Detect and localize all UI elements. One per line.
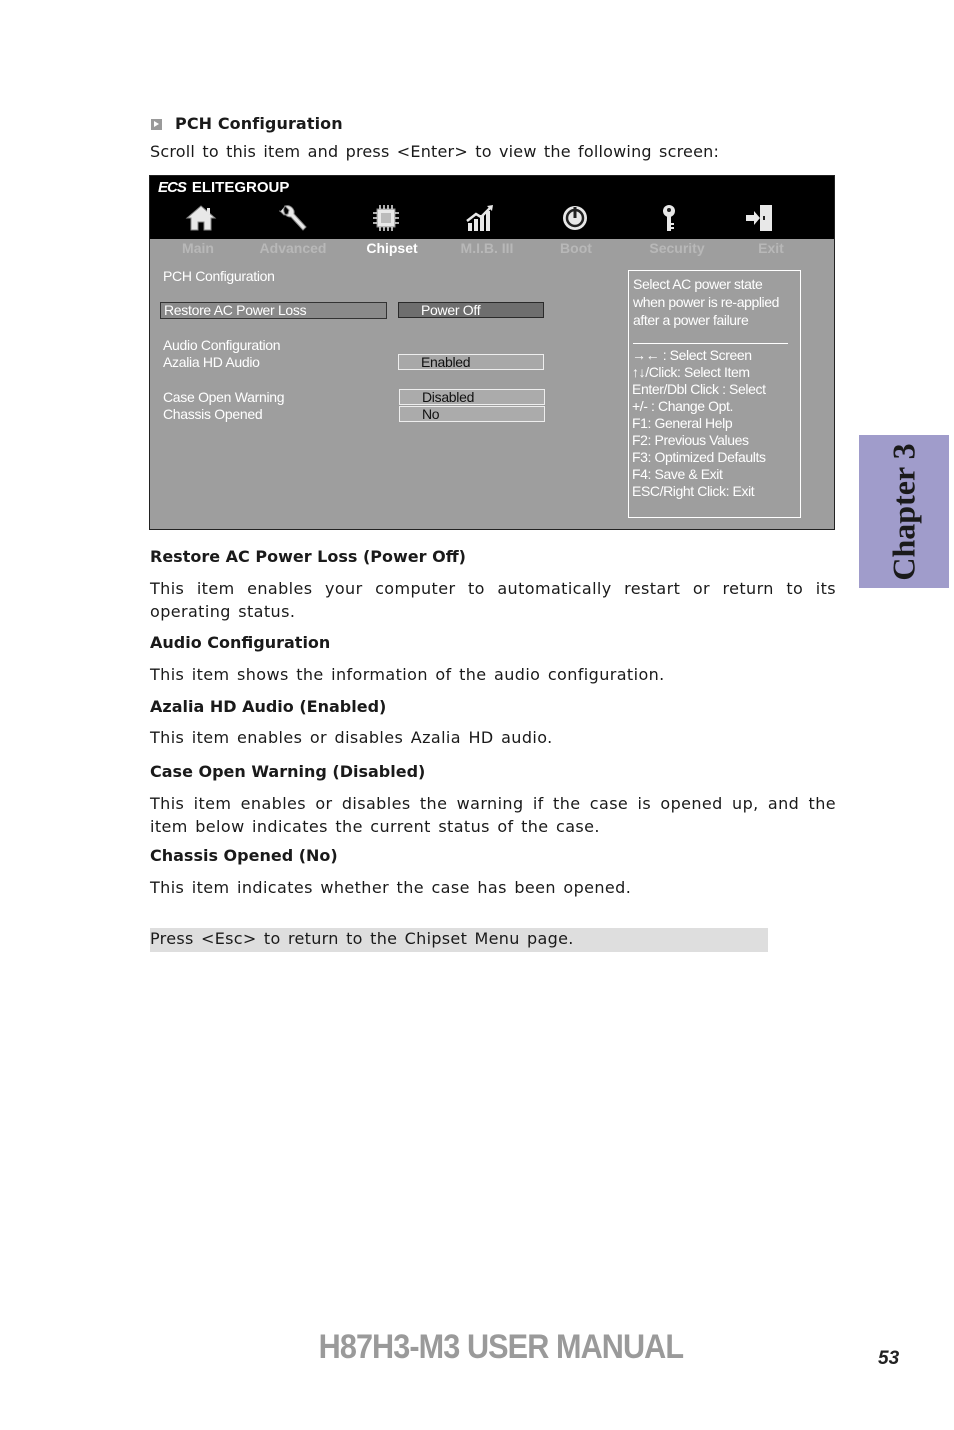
- section-bullet-icon: [151, 119, 162, 130]
- azalia-hd-audio-item[interactable]: Azalia HD Audio: [163, 354, 260, 370]
- bios-page-title: PCH Configuration: [163, 268, 275, 284]
- help-key-line: F3: Optimized Defaults: [632, 449, 766, 465]
- brand-name: ELITEGROUP: [191, 179, 290, 196]
- bios-tab-bar: [150, 240, 834, 260]
- chip-icon[interactable]: [370, 203, 402, 233]
- help-key-line: F1: General Help: [632, 415, 733, 431]
- help-key-line: ESC/Right Click: Exit: [632, 483, 755, 499]
- azalia-heading: Azalia HD Audio (Enabled): [150, 697, 387, 716]
- intro-text: Scroll to this item and press <Enter> to view the following screen:: [150, 142, 720, 161]
- home-icon[interactable]: [185, 203, 217, 233]
- case-open-heading: Case Open Warning (Disabled): [150, 762, 426, 781]
- help-key-line: F2: Previous Values: [632, 432, 749, 448]
- brand: [158, 179, 289, 196]
- audio-config-text: This item shows the information of the audio configuration.: [150, 665, 665, 684]
- help-key-line: ↑↓/Click: Select Item: [632, 364, 750, 380]
- help-key-line: →← : Select Screen: [632, 347, 752, 363]
- bios-header: [150, 176, 834, 239]
- page-number: 53: [878, 1348, 900, 1369]
- help-key-line: +/- : Change Opt.: [632, 398, 733, 414]
- chassis-opened-item: Chassis Opened: [163, 406, 263, 422]
- help-key-line: Enter/Dbl Click : Select: [632, 381, 766, 397]
- case-open-text: This item enables or disables the warning if the case is opened up, and the item below indicates the current status of the case.: [150, 794, 836, 836]
- case-open-warning-item[interactable]: Case Open Warning: [163, 389, 285, 405]
- exit-icon[interactable]: [744, 203, 776, 233]
- tab-main[interactable]: Main: [182, 240, 214, 256]
- bios-screen: [149, 175, 835, 530]
- help-divider: [633, 343, 788, 344]
- key-icon[interactable]: [653, 203, 685, 233]
- help-key-list: [632, 347, 766, 500]
- restore-ac-text: This item enables your computer to automatically restart or return to its operating status.: [150, 579, 836, 621]
- chapter-tab: [859, 435, 949, 588]
- tab-chipset[interactable]: Chipset: [366, 240, 418, 256]
- return-note: Press <Esc> to return to the Chipset Menu page.: [150, 928, 768, 952]
- azalia-hd-audio-value[interactable]: Enabled: [398, 354, 544, 370]
- tab-exit[interactable]: Exit: [758, 240, 784, 256]
- tab-mib[interactable]: M.I.B. III: [460, 240, 514, 256]
- help-key-line: F4: Save & Exit: [632, 466, 723, 482]
- wrench-icon[interactable]: [277, 203, 309, 233]
- section-title: PCH Configuration: [175, 114, 343, 133]
- chassis-opened-heading: Chassis Opened (No): [150, 846, 338, 865]
- power-icon[interactable]: [559, 203, 591, 233]
- azalia-text: This item enables or disables Azalia HD audio.: [150, 728, 553, 747]
- chassis-opened-text: This item indicates whether the case has been opened.: [150, 878, 632, 897]
- tab-security[interactable]: Security: [649, 240, 705, 256]
- tab-boot[interactable]: Boot: [560, 240, 592, 256]
- brand-logo: ECS: [158, 179, 186, 196]
- restore-ac-power-loss-value[interactable]: Power Off: [398, 302, 544, 318]
- help-description: Select AC power state when power is re-applied after a power failure: [633, 276, 780, 328]
- audio-configuration-item[interactable]: Audio Configuration: [163, 337, 281, 353]
- chassis-opened-value: No: [399, 406, 545, 422]
- tab-advanced[interactable]: Advanced: [259, 240, 327, 256]
- restore-ac-power-loss-item[interactable]: Restore AC Power Loss: [160, 302, 387, 319]
- chapter-label: Chapter 3: [885, 442, 922, 581]
- help-panel: [628, 270, 801, 518]
- restore-ac-heading: Restore AC Power Loss (Power Off): [150, 547, 466, 566]
- case-open-warning-value[interactable]: Disabled: [399, 389, 545, 405]
- chart-icon[interactable]: [464, 203, 496, 233]
- audio-config-heading: Audio Configuration: [150, 633, 331, 652]
- manual-title: H87H3-M3 USER MANUAL: [318, 1328, 684, 1366]
